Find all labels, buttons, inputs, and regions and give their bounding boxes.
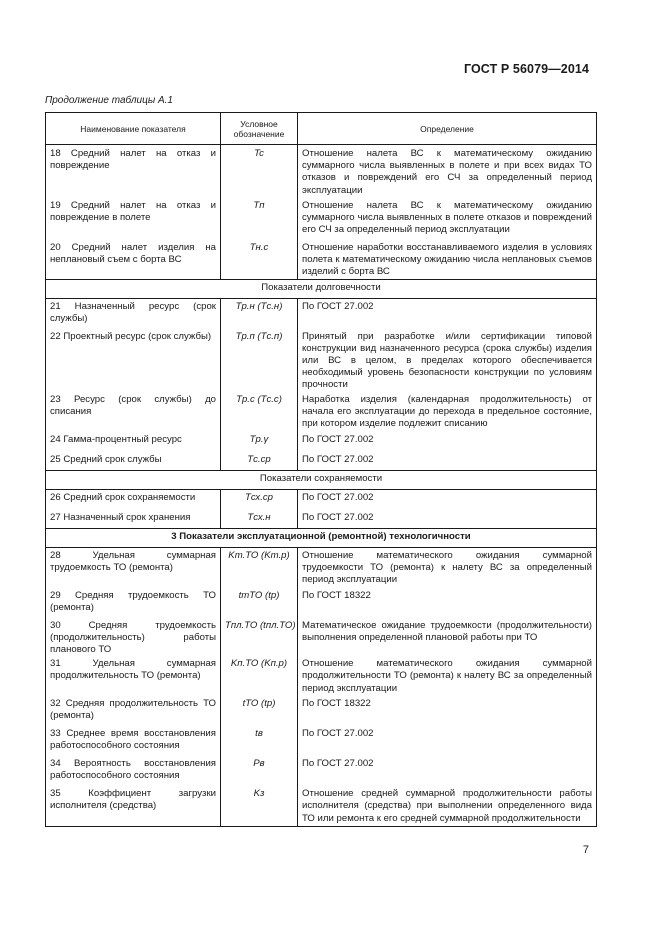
table-row <box>46 432 597 452</box>
indicator-symbol: Tр.γ <box>221 432 298 452</box>
indicator-definition: Математическое ожидание трудоемкости (продолжительности) выполнения определенной плановой работы при ТО <box>298 618 597 657</box>
table-row <box>46 240 597 279</box>
indicator-name: 22 Проектный ресурс (срок службы) <box>46 329 221 392</box>
indicator-definition: Отношение математического ожидания суммарной продолжительности ТО (ремонта) к налету ВС за определенный период эксплуатации <box>298 656 597 696</box>
indicator-symbol: Kз <box>221 786 298 827</box>
indicator-definition: По ГОСТ 27.002 <box>298 432 597 452</box>
indicator-definition: По ГОСТ 27.002 <box>298 452 597 471</box>
header-symbol: Условное обозначение <box>221 113 298 145</box>
standard-code: ГОСТ Р 56079—2014 <box>463 62 589 76</box>
indicator-definition: Отношение математического ожидания суммарной трудоемкости ТО (ремонта) к налету ВС за определенный период эксплуатации <box>298 547 597 588</box>
table-row <box>46 198 597 240</box>
table-row <box>46 510 597 529</box>
indicator-symbol: Tр.с (Tс.с) <box>221 392 298 432</box>
table-header-row <box>46 113 597 145</box>
indicator-definition: Принятый при разработке и/или сертификации типовой конструкции вид назначенного ресурса (срока службы) изделия или ВС в целом, в пределах которого обеспечивается необходимый уровень безопасности конструкции по условиям прочности <box>298 329 597 392</box>
indicator-name: 18 Средний налет на отказ и повреждение <box>46 145 221 199</box>
indicator-name: 23 Ресурс (срок службы) до списания <box>46 392 221 432</box>
indicator-definition: По ГОСТ 27.002 <box>298 489 597 510</box>
indicator-symbol: tв <box>221 726 298 756</box>
header-name: Наименование показателя <box>46 113 221 145</box>
indicator-name: 30 Средняя трудоемкость (продолжительность) работы планового ТО <box>46 618 221 657</box>
table-row <box>46 656 597 696</box>
indicator-name: 29 Средняя трудоемкость ТО (ремонта) <box>46 588 221 618</box>
table-row <box>46 696 597 726</box>
indicator-name: 25 Средний срок службы <box>46 452 221 471</box>
indicator-symbol: Tп <box>221 198 298 240</box>
indicator-name: 33 Среднее время восстановления работоспособного состояния <box>46 726 221 756</box>
indicator-symbol: Tр.п (Tс.п) <box>221 329 298 392</box>
indicator-symbol: Tсх.ср <box>221 489 298 510</box>
section-row <box>46 470 597 489</box>
table-row <box>46 756 597 786</box>
indicator-symbol: Tн.с <box>221 240 298 279</box>
indicator-name: 28 Удельная суммарная трудоемкость ТО (ремонта) <box>46 547 221 588</box>
indicator-symbol: Kп.ТО (Kп.р) <box>221 656 298 696</box>
indicator-name: 21 Назначенный ресурс (срок службы) <box>46 298 221 329</box>
table-row <box>46 588 597 618</box>
section-title-maintainability: 3 Показатели эксплуатационной (ремонтной) технологичности <box>46 528 597 547</box>
indicator-definition: Отношение средней суммарной продолжительности работы исполнителя (средства) при выполнении определенного вида ТО или ремонта к его средней суммарной продолжительности <box>298 786 597 827</box>
indicator-symbol: Tсх.н <box>221 510 298 529</box>
table-row <box>46 329 597 392</box>
table-row <box>46 452 597 471</box>
table-row <box>46 547 597 588</box>
indicator-definition: Отношение налета ВС к математическому ожиданию суммарного числа выявленных в полете отказов и повреждений его СЧ за определенный период эксплуатации <box>298 198 597 240</box>
indicator-definition: По ГОСТ 27.002 <box>298 726 597 756</box>
indicator-definition: По ГОСТ 27.002 <box>298 756 597 786</box>
table-row <box>46 145 597 199</box>
table-row <box>46 786 597 827</box>
section-row <box>46 279 597 298</box>
page-number: 7 <box>582 844 589 856</box>
indicator-name: 26 Средний срок сохраняемости <box>46 489 221 510</box>
indicator-symbol: Tc <box>221 145 298 199</box>
indicator-name: 32 Средняя продолжительность ТО (ремонта) <box>46 696 221 726</box>
table-row <box>46 618 597 657</box>
table-row <box>46 392 597 432</box>
table-row <box>46 298 597 329</box>
indicator-name: 27 Назначенный срок хранения <box>46 510 221 529</box>
indicator-symbol: tТО (tр) <box>221 696 298 726</box>
table-row <box>46 489 597 510</box>
section-title-storability: Показатели сохраняемости <box>46 470 597 489</box>
table-caption: Продолжение таблицы А.1 <box>45 95 173 106</box>
indicator-name: 35 Коэффициент загрузки исполнителя (средства) <box>46 786 221 827</box>
indicator-symbol: Tпл.ТО (tпл.ТО) <box>221 618 298 657</box>
indicator-name: 34 Вероятность восстановления работоспособного состояния <box>46 756 221 786</box>
section-title-durability: Показатели долговечности <box>46 279 597 298</box>
table-row <box>46 726 597 756</box>
header-definition: Определение <box>298 113 597 145</box>
indicator-symbol: Kт.ТО (Kт.р) <box>221 547 298 588</box>
indicator-definition: По ГОСТ 18322 <box>298 696 597 726</box>
indicator-definition: По ГОСТ 27.002 <box>298 510 597 529</box>
indicator-name: 24 Гамма-процентный ресурс <box>46 432 221 452</box>
indicator-symbol: Tс.ср <box>221 452 298 471</box>
section-row <box>46 528 597 547</box>
indicator-symbol: Tр.н (Tс.н) <box>221 298 298 329</box>
indicator-definition: Отношение налета ВС к математическому ожиданию суммарного числа выявленных в полете и при всех видах ТО отказов и повреждений его СЧ за определенный период эксплуатации <box>298 145 597 199</box>
indicator-symbol: Pв <box>221 756 298 786</box>
indicator-name: 19 Средний налет на отказ и повреждение в полете <box>46 198 221 240</box>
indicator-definition: Наработка изделия (календарная продолжительность) от начала его эксплуатации до перехода в предельное состояние, при котором изделие подлежит списанию <box>298 392 597 432</box>
indicator-symbol: tтТО (tр) <box>221 588 298 618</box>
indicator-definition: Отношение наработки восстанавливаемого изделия в условиях полета к математическому ожиданию числа неплановых съемов изделий с борта ВС <box>298 240 597 279</box>
indicator-name: 31 Удельная суммарная продолжительность ТО (ремонта) <box>46 656 221 696</box>
indicator-definition: По ГОСТ 18322 <box>298 588 597 618</box>
indicator-name: 20 Средний налет изделия на неплановый съем с борта ВС <box>46 240 221 279</box>
indicators-table <box>45 112 597 827</box>
indicator-definition: По ГОСТ 27.002 <box>298 298 597 329</box>
